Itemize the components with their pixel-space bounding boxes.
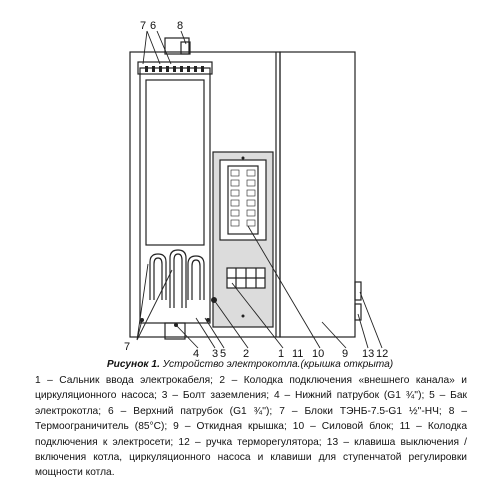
callout-label-11: 11 <box>292 348 304 358</box>
callout-label-7-bottom: 7 <box>124 341 131 353</box>
heating-coils <box>150 250 204 308</box>
callout-label-5: 5 <box>220 348 227 358</box>
callout-label-6: 6 <box>150 20 157 32</box>
hinged-cover <box>280 52 355 337</box>
callout-label-9: 9 <box>342 348 349 358</box>
power-switch <box>355 304 361 320</box>
caption-text: Устройство электрокотла.(крышка открыта) <box>159 359 394 370</box>
callout-label-1: 1 <box>278 348 285 358</box>
callout-label-13: 13 <box>362 348 375 358</box>
callout-label-7-top: 7 <box>140 20 147 32</box>
figure-caption <box>0 358 500 372</box>
callout-label-8: 8 <box>177 20 184 32</box>
thermostat-knob <box>355 282 361 300</box>
callout-label-12: 12 <box>376 348 389 358</box>
caption-label: Рисунок 1. <box>106 359 160 370</box>
figure-legend: 1 – Сальник ввода электрокабеля; 2 – Колодка подключения «внешнего канала» и циркуляционного насоса; 3 – Болт заземления; 4 – Нижний патрубок (G1 ¾''); 5 – Бак электрокотла; 6 – Верхний патрубок (G1 ¾''); 7 – Блоки ТЭНБ-7.5-G1 ½''-НЧ; 8 – Термоограничитель (85°С); 9 – Откидная крышка; 10 – Силовой блок; 11 – Колодка подключения к электросети; 12 – ручка терморегулятора; 13 – клавиша выключения /включения котла, циркуляционного насоса и клавиши для ступенчатой регулировки мощности котла. <box>35 375 467 479</box>
callout-label-3: 3 <box>212 348 219 358</box>
callout-label-4: 4 <box>193 348 200 358</box>
callout-label-2: 2 <box>243 348 250 358</box>
callout-label-10: 10 <box>312 348 325 358</box>
